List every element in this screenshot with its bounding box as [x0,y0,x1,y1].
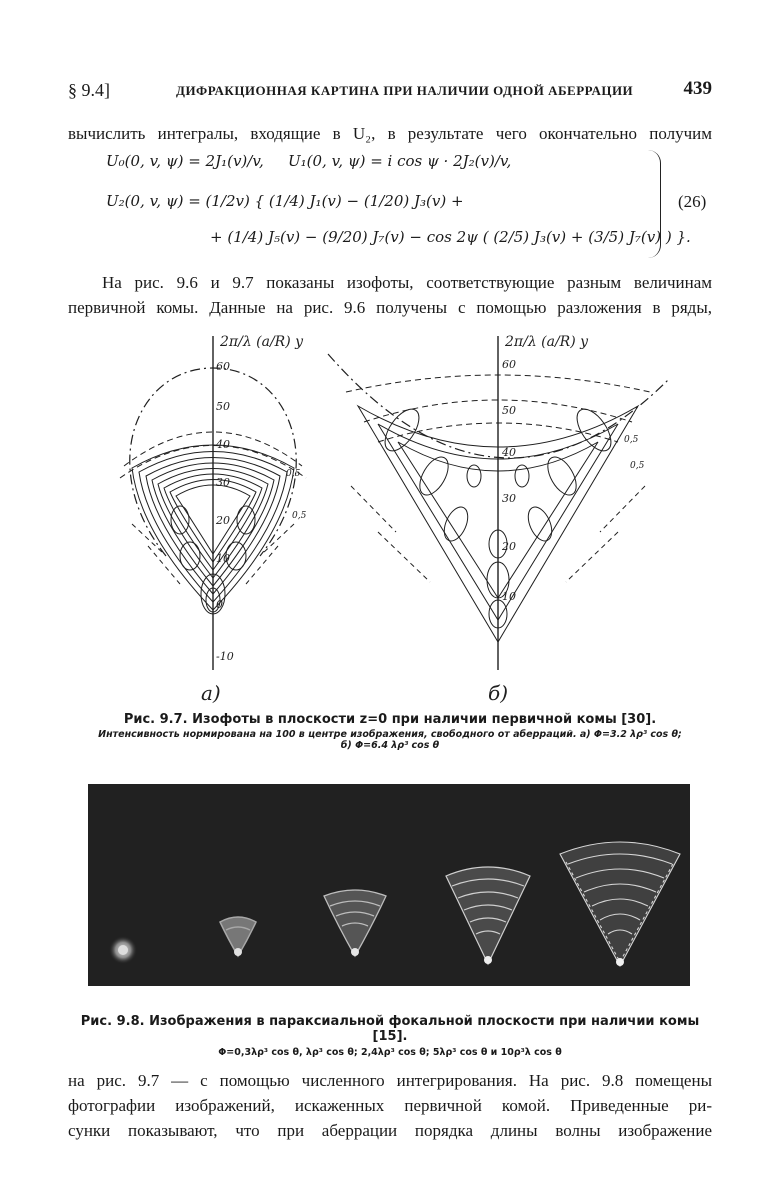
figure-9-8-photo [88,784,690,986]
tick-a-0: 0 [216,598,223,611]
paragraph-2-line-1: на рис. 9.7 — с помощью численного интегрирования. На рис. 9.8 помещены [68,1071,712,1090]
contour-label: 0,5 [286,469,301,479]
figure-9-8-caption [68,1014,712,1058]
tick-b-50: 50 [502,404,516,417]
tick-a-60: 60 [216,360,230,373]
tick-b-30: 30 [502,492,516,505]
axis-label-a: 2π/λ (a/R) y [220,334,304,350]
tick-a-40: 40 [216,438,230,451]
figure-9-7-caption-note-2: б) Φ=6.4 λρ³ cos θ [340,740,440,751]
equation-brace [648,150,661,258]
panel-b-label: б) [488,681,509,705]
tick-b-20: 20 [502,540,516,553]
paragraph-2-line-2: фотографии изображений, искаженных первичной комой. Приведенные ри- [68,1096,712,1115]
figure-9-7-caption-note-1: Интенсивность нормирована на 100 в центре изображения, свободного от аберраций. а) Φ=3.2 λρ³ cos θ; [98,729,682,740]
figure-9-7-caption [68,712,712,751]
equation-number: (26) [678,192,707,211]
panel-a-label: а) [201,681,221,705]
equation-line-u2: U₂(0, v, ψ) = (1/2v) { (1/4) J₁(v) − (1/20) J₃(v) + [106,192,464,210]
equation-line-u1: U₁(0, v, ψ) = i cos ψ · 2J₂(v)/v, [288,152,512,170]
page-number: 439 [683,78,712,99]
figure-9-7 [96,318,676,713]
tick-b-10: 10 [502,590,516,603]
tick-a-10: 10 [216,552,230,565]
contour-label: 0,5 [292,511,307,521]
tick-a-minus-10: -10 [216,650,234,663]
section-number: § 9.4] [68,80,110,100]
figure-9-8-caption-note: Φ=0,3λρ³ cos θ, λρ³ cos θ; 2,4λρ³ cos θ; 5λρ³ cos θ и 10ρ³λ cos θ [218,1047,562,1058]
panel-b-isophotes [328,336,668,670]
paragraph-1-line-2: первичной комы. Данные на рис. 9.6 получены с помощью разложения в ряды, [68,298,712,317]
equation-line-u2-cont: + (1/4) J₅(v) − (9/20) J₇(v) − cos 2ψ ( (2/5) J₃(v) + (3/5) J₇(v) ) }. [210,228,691,246]
equation-line-u0: U₀(0, v, ψ) = 2J₁(v)/v, [106,152,264,170]
contour-label: 0,5 [630,461,645,471]
paragraph-1 [68,270,712,320]
panel-a-isophotes [120,336,306,670]
tick-b-60: 60 [502,358,516,371]
tick-a-30: 30 [216,476,230,489]
paragraph-2-line-3: сунки показывают, что при аберрации порядка длины волны изображение [68,1121,712,1140]
running-title: ДИФРАКЦИОННАЯ КАРТИНА ПРИ НАЛИЧИИ ОДНОЙ АБЕРРАЦИИ [176,83,634,98]
tick-a-50: 50 [216,400,230,413]
running-header [68,78,716,104]
contour-label: 0,5 [624,435,639,445]
paragraph-2 [68,1068,712,1143]
tick-a-20: 20 [216,514,230,527]
paragraph-1-line-1: На рис. 9.6 и 9.7 показаны изофоты, соответствующие разным величинам [102,273,712,292]
figure-9-8-caption-title: Рис. 9.8. Изображения в параксиальной фокальной плоскости при наличии комы [15]. [80,1014,700,1044]
axis-label-b: 2π/λ (a/R) y [505,334,589,350]
equation-block [100,150,712,262]
figure-9-7-caption-title: Рис. 9.7. Изофоты в плоскости z=0 при наличии первичной комы [30]. [123,712,657,727]
intro-line: вычислить интегралы, входящие в U₂, в результате чего окончательно получим [68,124,712,143]
tick-b-40: 40 [502,446,516,459]
coma-spot-1 [109,936,137,964]
